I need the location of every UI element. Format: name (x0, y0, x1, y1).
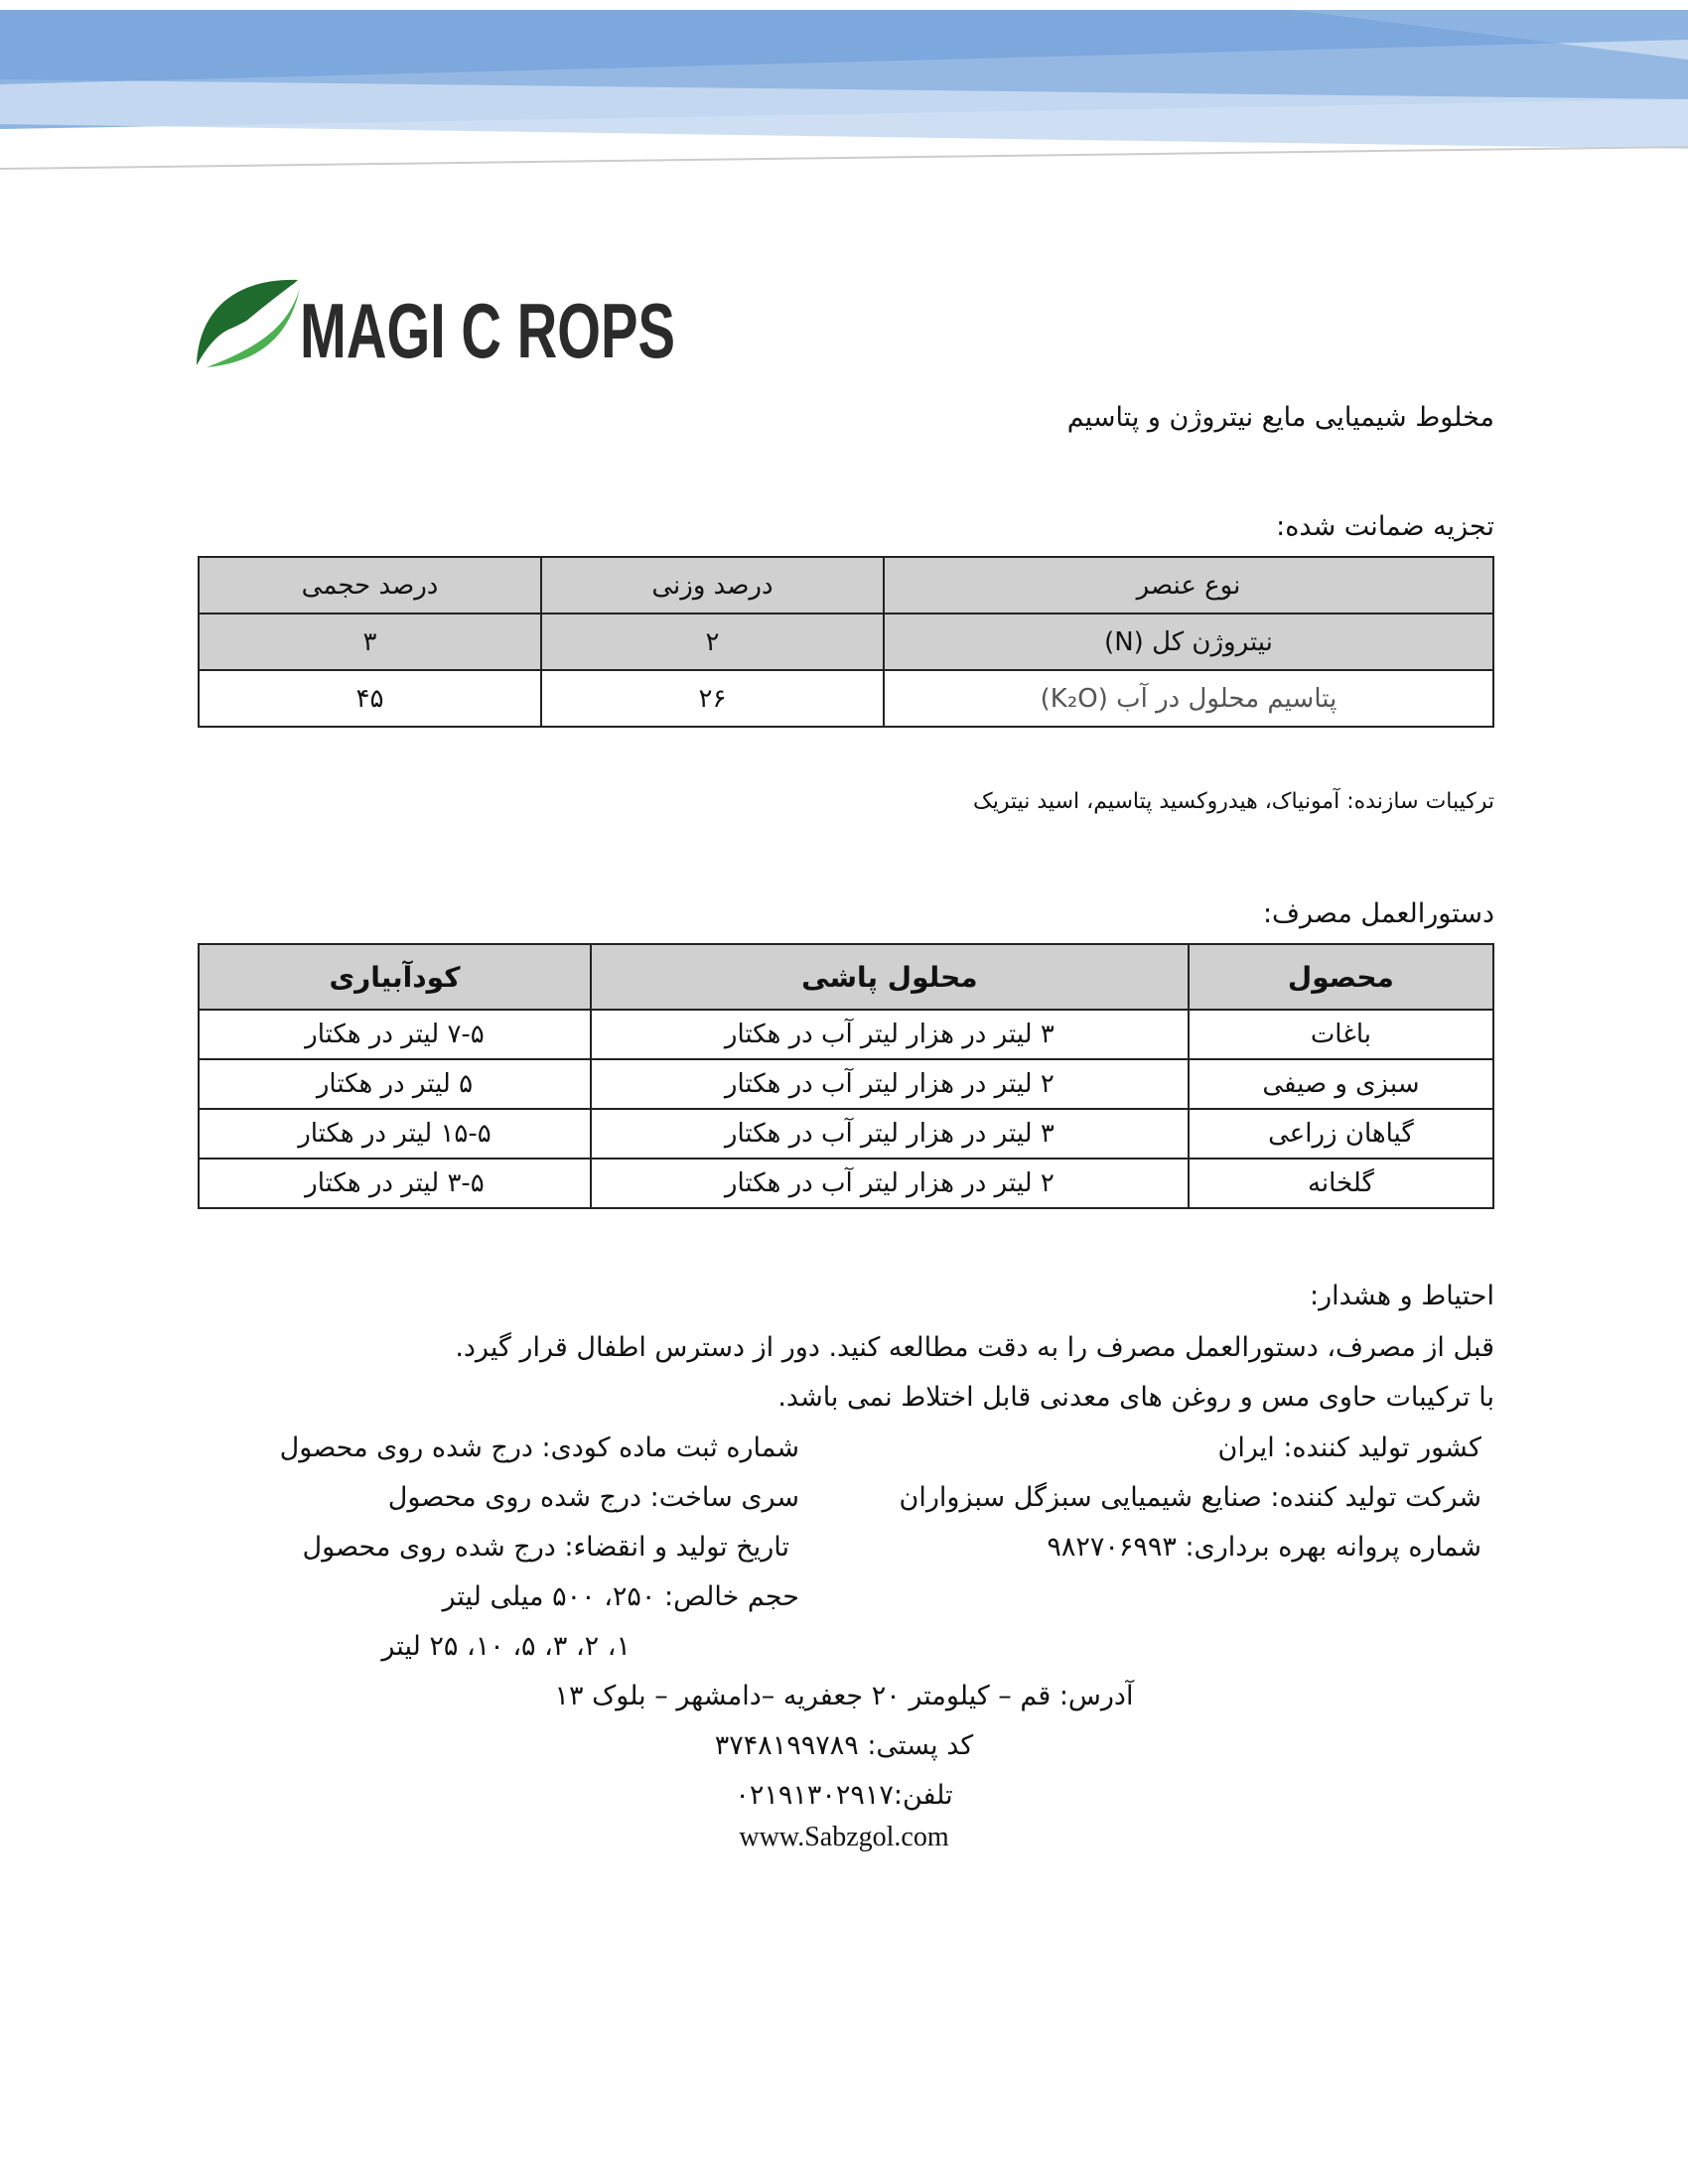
table-header-row (199, 944, 1493, 1010)
fertigation-cell: ۳-۵ لیتر در هکتار (199, 1159, 591, 1208)
header-band (0, 0, 1688, 179)
fertigation-cell: ۷-۵ لیتر در هکتار (199, 1010, 591, 1059)
registration-info: شماره ثبت ماده کودی: درج شده روی محصول (279, 1433, 799, 1463)
fertigation-cell: ۵ لیتر در هکتار (199, 1059, 591, 1109)
net-volume-info-2: ۱، ۲، ۳، ۵، ۱۰، ۲۵ لیتر (381, 1631, 631, 1662)
crop-cell: باغات (1189, 1010, 1493, 1059)
column-header: نوع عنصر (884, 557, 1493, 614)
brand-logo (189, 268, 685, 377)
crop-cell: گلخانه (1189, 1159, 1493, 1208)
phone-number: تلفن:۰۲۱۹۱۳۰۲۹۱۷ (735, 1780, 953, 1811)
spray-cell: ۲ لیتر در هزار لیتر آب در هکتار (591, 1159, 1189, 1208)
ingredients-text: ترکیبات سازنده: آمونیاک، هیدروکسید پتاسیم، اسید نیتریک (973, 789, 1494, 814)
weight-cell: ۲ (541, 614, 884, 670)
address-text: آدرس: قم – کیلومتر ۲۰ جعفریه –دامشهر – بلوک ۱۳ (554, 1681, 1134, 1711)
license-info: شماره پروانه بهره برداری: ۹۸۲۷۰۶۹۹۳ (1047, 1532, 1481, 1563)
analysis-table (198, 556, 1494, 728)
country-info: کشور تولید کننده: ایران (1217, 1433, 1481, 1463)
spray-cell: ۳ لیتر در هزار لیتر آب در هکتار (591, 1109, 1189, 1159)
product-title: مخلوط شیمیایی مایع نیتروژن و پتاسیم (1066, 402, 1494, 433)
volume-cell: ۳ (199, 614, 541, 670)
table-row (199, 1059, 1493, 1109)
table-row (199, 614, 1493, 670)
column-header: محلول پاشی (591, 944, 1189, 1010)
volume-cell: ۴۵ (199, 670, 541, 727)
table-row (199, 1109, 1493, 1159)
usage-table (198, 943, 1494, 1209)
warning-line: قبل از مصرف، دستورالعمل مصرف را به دقت مطالعه کنید. دور از دسترس اطفال قرار گیرد. (455, 1332, 1494, 1363)
dates-info: تاریخ تولید و انقضاء: درج شده روی محصول (302, 1532, 789, 1563)
element-cell: پتاسیم محلول در آب (K₂O) (884, 670, 1493, 727)
spray-cell: ۳ لیتر در هزار لیتر آب در هکتار (591, 1010, 1189, 1059)
batch-info: سری ساخت: درج شده روی محصول (387, 1482, 799, 1513)
spray-cell: ۲ لیتر در هزار لیتر آب در هکتار (591, 1059, 1189, 1109)
crop-cell: گیاهان زراعی (1189, 1109, 1493, 1159)
company-info: شرکت تولید کننده: صنایع شیمیایی سبزگل سبزواران (899, 1482, 1481, 1513)
table-row (199, 1010, 1493, 1059)
usage-heading: دستورالعمل مصرف: (1262, 898, 1494, 929)
warnings-heading: احتیاط و هشدار: (1309, 1281, 1494, 1311)
leaf-icon (197, 280, 300, 367)
column-header: درصد حجمی (199, 557, 541, 614)
website-link[interactable]: www.Sabzgol.com (739, 1822, 949, 1852)
postal-code: کد پستی: ۳۷۴۸۱۹۹۷۸۹ (714, 1730, 974, 1761)
net-volume-info: حجم خالص: ۲۵۰، ۵۰۰ میلی لیتر (442, 1581, 799, 1612)
brand-logo-text: MAGI C ROPS (300, 287, 675, 374)
table-row (199, 1159, 1493, 1208)
fertigation-cell: ۱۵-۵ لیتر در هکتار (199, 1109, 591, 1159)
column-header: درصد وزنی (541, 557, 884, 614)
weight-cell: ۲۶ (541, 670, 884, 727)
table-header-row (199, 557, 1493, 614)
crop-cell: سبزی و صیفی (1189, 1059, 1493, 1109)
warning-line: با ترکیبات حاوی مس و روغن های معدنی قابل اختلاط نمی باشد. (777, 1382, 1494, 1413)
column-header: محصول (1189, 944, 1493, 1010)
table-row (199, 670, 1493, 727)
analysis-heading: تجزیه ضمانت شده: (1276, 511, 1494, 542)
column-header: کودآبیاری (199, 944, 591, 1010)
element-cell: نیتروژن کل (N) (884, 614, 1493, 670)
